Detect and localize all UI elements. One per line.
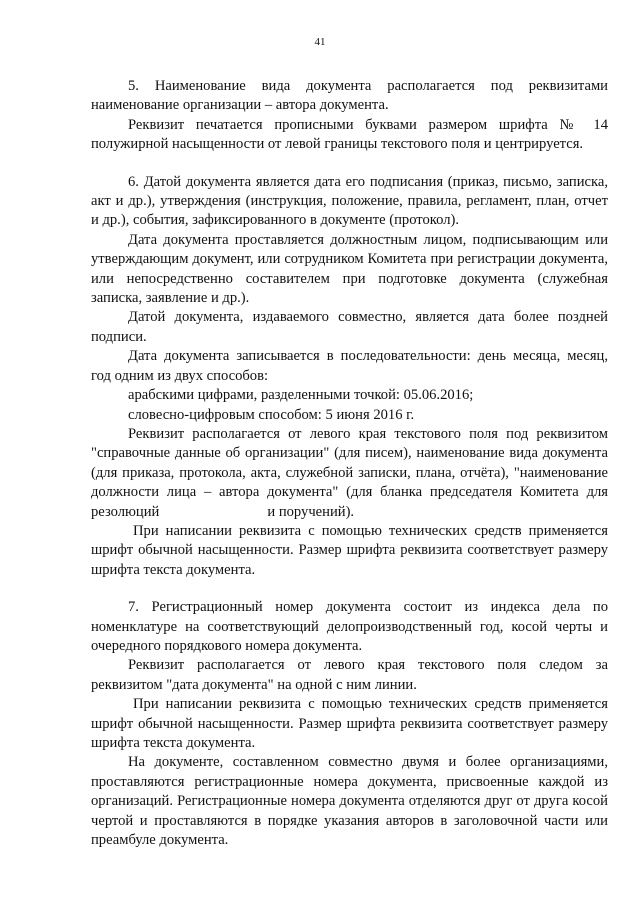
section-6-text: и поручений). [267, 503, 355, 520]
section-6-paragraph: Датой документа, издаваемого совместно, является дата более поздней подписи. [91, 309, 608, 345]
section-6-paragraph: словесно-цифровым способом: 5 июня 2016 г. [128, 406, 415, 423]
section-6-paragraph: При написании реквизита с помощью технических средств применяется шрифт обычной насыщенности. Размер шрифта реквизита соответствует размеру шрифта текста документа. [91, 522, 608, 578]
page-number: 41 [314, 36, 326, 48]
section-5-paragraph: 5. Наименование вида документа располагается под реквизитами наименование организации – автора документа. [91, 78, 608, 114]
section-5-paragraph: Реквизит печатается прописными буквами размером шрифта № 14 полужирной насыщенности от левой границы текстового поля и центрируется. [91, 116, 608, 153]
section-7-paragraph: На документе, составленном совместно двумя и более организациями, проставляются регистрационные номера документа, присвоенные каждой из организаций. Регистрационные номера документа отделяются друг от друга косой чертой и проставляются в порядке указания авторов в заголовочной части или преамбуле документа. [91, 754, 608, 849]
section-6-paragraph: арабскими цифрами, разделенными точкой: 05.06.2016; [128, 387, 474, 404]
section-6-text: Реквизит располагается от левого края текстового поля под реквизитом "справочные данные об организации" (для писем), наименование вида документа (для приказа, протокола, акта, служебной записки, плана, отчёта), "наименование должности лица – автора документа" (для бланка председателя Комитета для резолюций [91, 425, 608, 520]
section-7-paragraph: 7. Регистрационный номер документа состоит из индекса дела по номенклатуре на соответствующий делопроизводственный год, косой черты и очередного порядкового номера документа. [91, 599, 608, 654]
section-7-paragraph: Реквизит располагается от левого края текстового поля следом за реквизитом "дата документа" на одной с ним линии. [91, 657, 608, 693]
section-6-paragraph: 6. Датой документа является дата его подписания (приказ, письмо, записка, акт и др.), утверждения (инструкция, положение, правила, регламент, план, отчет и др.), события, зафиксированного в документе (протокол). [91, 173, 608, 229]
section-6-paragraph: Дата документа проставляется должностным лицом, подписывающим или утверждающим документ, или сотрудником Комитета при регистрации документа, или непосредственно составителем при подготовке документа (служебная записка, заявление и др.). [91, 231, 608, 307]
section-7-paragraph: При написании реквизита с помощью технических средств применяется шрифт обычной насыщенности. Размер шрифта реквизита соответствует размеру шрифта текста документа. [91, 696, 608, 751]
section-6-paragraph: Дата документа записывается в последовательности: день месяца, месяц, год одним из двух способов: [91, 348, 608, 384]
section-6-paragraph [91, 425, 608, 522]
document-body [91, 77, 608, 850]
